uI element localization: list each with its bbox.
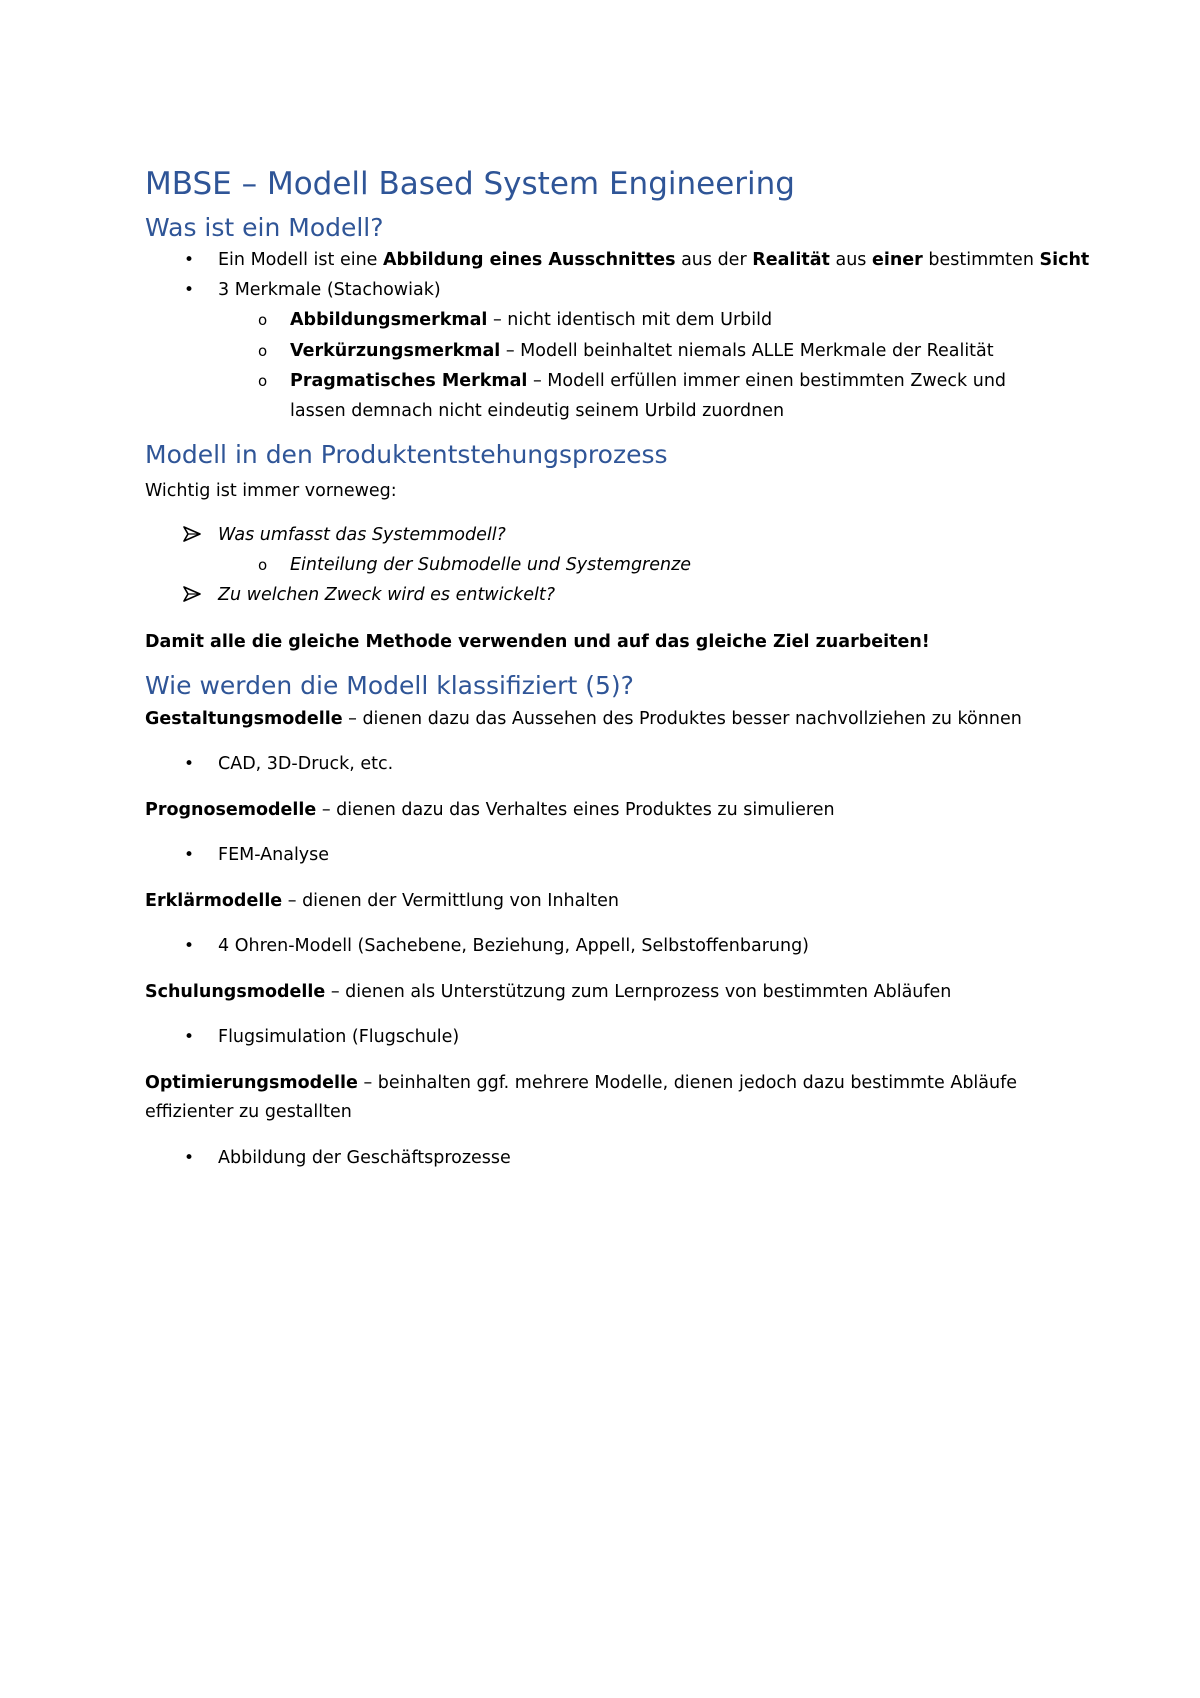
- italic-run: Zu welchen Zweck wird es entwickelt?: [218, 585, 556, 605]
- bold-run: Schulungsmodelle: [145, 982, 326, 1002]
- bullet-marker: •: [184, 280, 195, 300]
- bold-run: Abbildung eines Ausschnittes: [383, 250, 676, 270]
- model-type-schulungsmodelle: [145, 980, 951, 1004]
- bullet-marker: •: [184, 845, 195, 865]
- bullet-marker: •: [184, 754, 195, 774]
- bullet-marker: •: [184, 936, 195, 956]
- text-run: – beinhalten ggf. mehrere Modelle, dienen jedoch dazu bestimmte Abläufe: [357, 1073, 1018, 1093]
- section-heading-was-ist-ein-modell: Was ist ein Modell?: [145, 213, 384, 242]
- model-type-erklaermodelle: [145, 889, 619, 913]
- model-example: Abbildung der Geschäftsprozesse: [218, 1148, 511, 1168]
- model-example: Flugsimulation (Flugschule): [218, 1027, 460, 1047]
- text-run: Ein Modell ist eine: [218, 250, 383, 270]
- model-example: CAD, 3D-Druck, etc.: [218, 754, 394, 774]
- sub-item-continuation: lassen demnach nicht eindeutig seinem Urbild zuordnen: [290, 401, 785, 421]
- bold-run: einer: [871, 250, 923, 270]
- text-run: – dienen der Vermittlung von Inhalten: [282, 891, 619, 911]
- bold-run: Gestaltungsmodelle: [145, 709, 343, 729]
- model-type-continuation: effizienter zu gestallten: [145, 1102, 352, 1122]
- arrow-bullet-icon: [183, 526, 201, 542]
- sub-item-pragmatisches-merkmal: [290, 369, 1006, 393]
- text-run: – dienen dazu das Aussehen des Produktes besser nachvollziehen zu können: [342, 709, 1022, 729]
- bold-run: Verkürzungsmerkmal: [290, 341, 501, 361]
- sub-item-abbildungsmerkmal: [290, 308, 772, 332]
- bold-run: Sicht: [1039, 250, 1090, 270]
- italic-run: Einteilung der Submodelle und Systemgrenze: [290, 555, 692, 575]
- model-example: FEM-Analyse: [218, 845, 330, 865]
- bullet-marker: •: [184, 1027, 195, 1047]
- text-run: – Modell beinhaltet niemals ALLE Merkmale der Realität: [500, 341, 994, 361]
- arrow-bullet-icon: [183, 586, 201, 602]
- document-title: MBSE – Modell Based System Engineering: [145, 166, 795, 202]
- text-run: – dienen dazu das Verhaltes eines Produktes zu simulieren: [316, 800, 835, 820]
- circle-marker: o: [258, 556, 268, 574]
- circle-marker: o: [258, 311, 268, 329]
- bullet-marker: •: [184, 250, 195, 270]
- text-run: aus der: [675, 250, 753, 270]
- bold-run: Pragmatisches Merkmal: [290, 371, 528, 391]
- model-type-optimierungsmodelle: [145, 1071, 1017, 1095]
- section-intro: Wichtig ist immer vorneweg:: [145, 481, 397, 501]
- text-run: – nicht identisch mit dem Urbild: [487, 310, 773, 330]
- bold-run: Abbildungsmerkmal: [290, 310, 488, 330]
- model-type-gestaltungsmodelle: [145, 707, 1022, 731]
- question-zweck: [218, 583, 555, 607]
- model-type-prognosemodelle: [145, 798, 835, 822]
- text-run: aus: [829, 250, 872, 270]
- bold-run: Optimierungsmodelle: [145, 1073, 358, 1093]
- text-run: bestimmten: [922, 250, 1040, 270]
- sub-item-verkuerzungsmerkmal: [290, 339, 994, 363]
- circle-marker: o: [258, 372, 268, 390]
- model-example: 4 Ohren-Modell (Sachebene, Beziehung, Appell, Selbstoffenbarung): [218, 936, 810, 956]
- merkmale-line: 3 Merkmale (Stachowiak): [218, 280, 441, 300]
- bold-run: Prognosemodelle: [145, 800, 317, 820]
- bullet-marker: •: [184, 1148, 195, 1168]
- section-conclusion: [145, 630, 930, 654]
- bold-run: Damit alle die gleiche Methode verwenden und auf das gleiche Ziel zuarbeiten!: [145, 632, 930, 652]
- definition-line: [218, 248, 1089, 272]
- question-systemmodell: [218, 523, 506, 547]
- italic-run: Was umfasst das Systemmodell?: [218, 525, 506, 545]
- circle-marker: o: [258, 342, 268, 360]
- bold-run: Realität: [752, 250, 830, 270]
- question-sub-item: [290, 553, 691, 577]
- bold-run: Erklärmodelle: [145, 891, 283, 911]
- text-run: – Modell erfüllen immer einen bestimmten Zweck und: [527, 371, 1007, 391]
- section-heading-klassifizierung: Wie werden die Modell klassifiziert (5)?: [145, 671, 634, 700]
- text-run: – dienen als Unterstützung zum Lernprozess von bestimmten Abläufen: [325, 982, 952, 1002]
- section-heading-produktentstehungsprozess: Modell in den Produktentstehungsprozess: [145, 440, 668, 469]
